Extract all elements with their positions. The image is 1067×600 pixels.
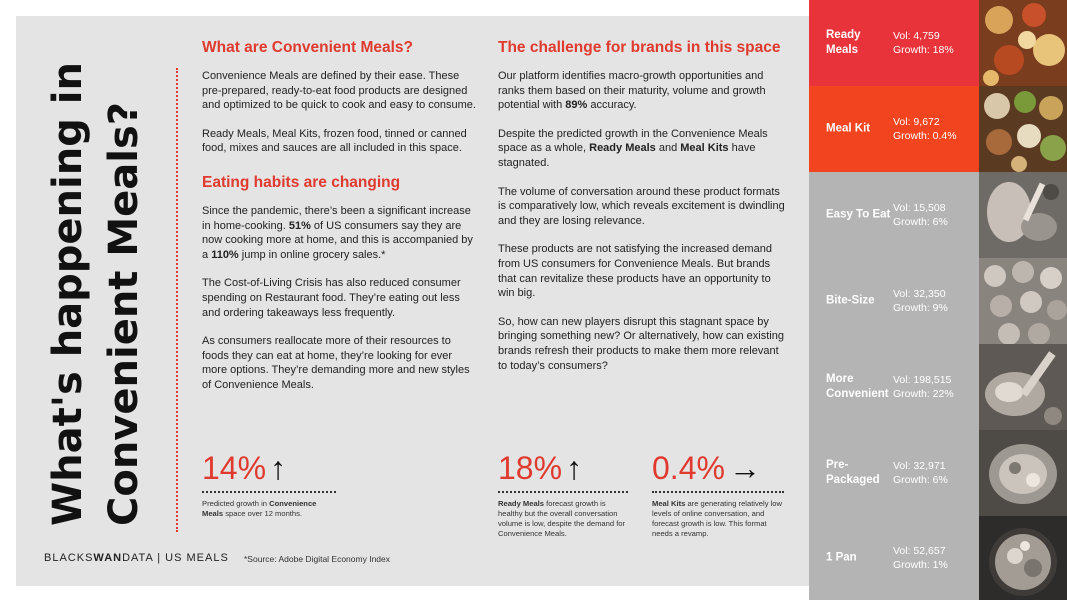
brand-footer: BLACKSWANDATA | US MEALS (44, 552, 229, 564)
food-photo-1-pan (979, 516, 1067, 600)
category-stats: Vol: 32,971 Growth: 6% (893, 460, 948, 486)
page-title-line-2: Convenient Meals? (101, 101, 147, 526)
paragraph: Since the pandemic, there’s been a significant increase in home-cooking. 51% of US consumers say they are now cooking more at home, and this is accompanied by a 110% jump in online grocery sales.* (202, 204, 473, 261)
stat-convenience-growth (202, 450, 336, 519)
category-name: Meal Kit (826, 122, 871, 135)
heading-challenge: The challenge for brands in this space (498, 39, 781, 56)
category-row-1-pan (809, 516, 1067, 600)
vertical-divider (176, 68, 178, 532)
category-sidebar (809, 0, 1067, 600)
stat-value: 0.4% (652, 450, 725, 486)
stat-caption: Ready Meals forecast growth is healthy but the overall conversation volume is low, despite the demand for Convenience Meals. (498, 499, 626, 538)
category-row-meal-kit (809, 86, 1067, 173)
paragraph: Convenience Meals are defined by their ease. These pre-prepared, ready-to-eat food products are designed and optimized to be quick to cook and easy to consume. (202, 70, 476, 112)
category-stats: Vol: 198,515 Growth: 22% (893, 374, 954, 400)
category-stats: Vol: 4,759 Growth: 18% (893, 30, 954, 56)
category-name: Ready Meals (826, 29, 861, 56)
column-left (202, 39, 477, 407)
category-label-panel (809, 86, 979, 172)
heading-what-are: What are Convenient Meals? (202, 39, 414, 56)
category-stats: Vol: 32,350 Growth: 9% (893, 288, 948, 314)
paragraph: The Cost-of-Living Crisis has also reduced consumer spending on Restaurant food. They’re eating out less and ordering takeaways less frequently. (202, 277, 461, 319)
page-title-line-1: What's happening in (45, 62, 91, 526)
category-stats: Vol: 15,508 Growth: 6% (893, 202, 948, 228)
stat-value: 18% (498, 450, 563, 486)
category-label-panel (809, 430, 979, 516)
stat-caption: Meal Kits are generating relatively low levels of online conversation, and forecast growth is low. This format needs a revamp. (652, 499, 783, 538)
arrow-up-icon: ↑ (270, 450, 287, 486)
food-photo-more-convenient (979, 344, 1067, 430)
category-label-panel (809, 172, 979, 258)
source-footnote: *Source: Adobe Digital Economy Index (244, 554, 391, 564)
paragraph: The volume of conversation around these product formats is comparatively low, which reveals excitement is dwindling and they are losing relevance. (498, 185, 785, 227)
category-name: More Convenient (826, 373, 889, 400)
food-photo-ready-meals (979, 0, 1067, 86)
category-row-more-convenient (809, 344, 1067, 431)
category-stats: Vol: 9,672 Growth: 0.4% (893, 116, 957, 142)
category-row-bite-size (809, 258, 1067, 345)
paragraph: So, how can new players disrupt this stagnant space by bringing something new? Or alternatively, how can existing brands refresh their products to make them more relevant to today’s consumers? (498, 315, 784, 372)
category-stats: Vol: 52,657 Growth: 1% (893, 545, 948, 571)
paragraph: Our platform identifies macro-growth opportunities and ranks them based on their maturity, volume and growth potential with 89% accuracy. (498, 70, 766, 112)
stat-ready-meals-growth (498, 450, 628, 539)
arrow-up-icon: ↑ (566, 450, 583, 486)
paragraph: Despite the predicted growth in the Convenience Meals space as a whole, Ready Meals and Meal Kits have stagnated. (498, 127, 768, 169)
paragraph: Ready Meals, Meal Kits, frozen food, tinned or canned food, mixes and sauces are all included in this space. (202, 127, 467, 155)
category-label-panel (809, 516, 979, 600)
paragraph: As consumers reallocate more of their resources to foods they can eat at home, they’re looking for ever more options. They’re demanding more and new styles of Convenience Meals. (202, 335, 470, 391)
main-panel (16, 16, 809, 586)
category-label-panel (809, 344, 979, 430)
category-label-panel (809, 258, 979, 344)
heading-eating-habits: Eating habits are changing (202, 173, 401, 191)
arrow-right-icon: → (728, 450, 761, 486)
column-right (498, 39, 788, 387)
dotted-rule (498, 491, 628, 493)
dotted-rule (652, 491, 784, 493)
page-title (40, 62, 152, 526)
food-photo-meal-kit (979, 86, 1067, 172)
food-photo-pre-packaged (979, 430, 1067, 516)
category-name: 1 Pan (826, 551, 857, 564)
category-name: Bite-Size (826, 294, 875, 307)
food-photo-easy-to-eat (979, 172, 1067, 258)
dotted-rule (202, 491, 336, 493)
category-label-panel (809, 0, 979, 86)
category-name: Easy To Eat (826, 208, 891, 221)
paragraph: These products are not satisfying the increased demand from US consumers for Convenience Meals. But brands that can revitalize these products have an opportunity to win big. (498, 243, 772, 300)
category-row-easy-to-eat (809, 172, 1067, 259)
stat-caption: Predicted growth in Convenience Meals space over 12 months. (202, 499, 317, 518)
category-row-ready-meals (809, 0, 1067, 87)
category-name: Pre-Packaged (826, 459, 880, 486)
category-row-pre-packaged (809, 430, 1067, 517)
stat-value: 14% (202, 450, 267, 486)
food-photo-bite-size (979, 258, 1067, 344)
stat-meal-kits-growth (652, 450, 784, 539)
